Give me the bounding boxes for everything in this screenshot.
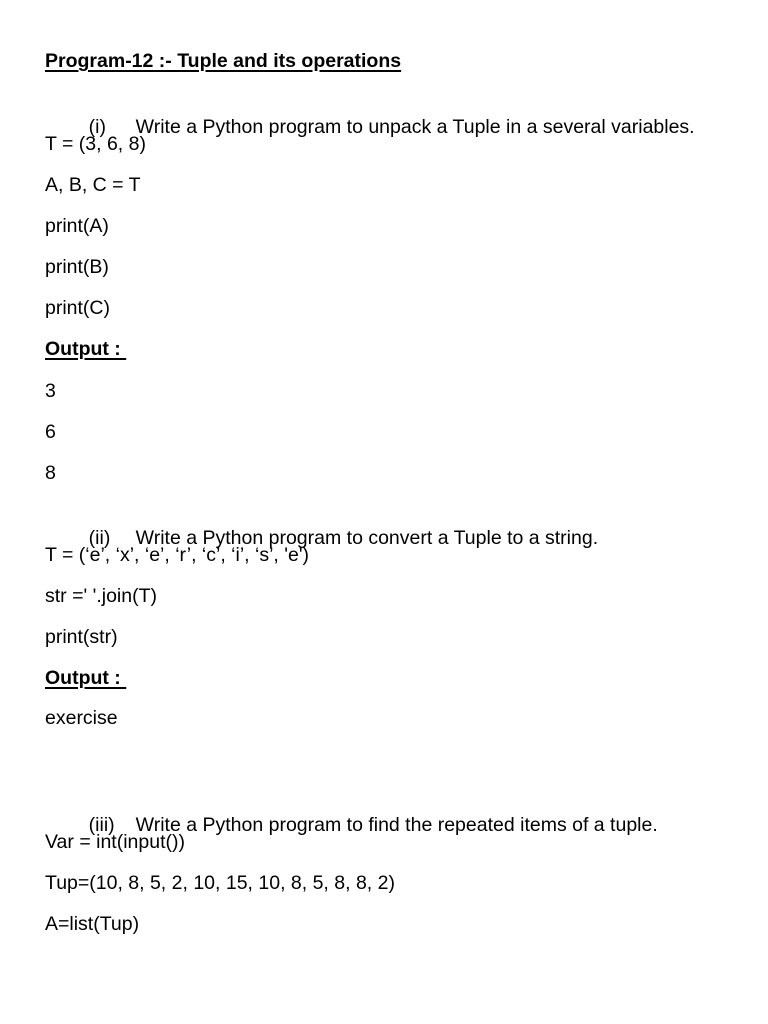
output-label: Output :	[45, 667, 127, 689]
code-line: print(str)	[45, 626, 118, 648]
question-3-number: (iii)	[88, 814, 115, 836]
code-line: Tup=(10, 8, 5, 2, 10, 15, 10, 8, 5, 8, 8, 2)	[45, 872, 395, 894]
code-line: print(A)	[45, 215, 109, 237]
output-line: 8	[45, 462, 56, 484]
question-2-text: Write a Python program to convert a Tuple to a string.	[135, 527, 599, 549]
code-line: T = (3, 6, 8)	[45, 133, 146, 155]
output-line: exercise	[45, 707, 118, 729]
output-line: 3	[45, 380, 56, 402]
question-2-number: (ii)	[88, 527, 111, 549]
code-line: print(B)	[45, 256, 109, 278]
code-line: A=list(Tup)	[45, 913, 140, 935]
code-line: A, B, C = T	[45, 174, 141, 196]
output-label: Output :	[45, 338, 127, 360]
question-1-number: (i)	[88, 116, 106, 138]
code-line: Var = int(input())	[45, 831, 185, 853]
code-line: print(C)	[45, 297, 111, 319]
code-line: T = (‘e’, ‘x’, ‘e’, ‘r’, ‘c’, ‘i’, ‘s’, 'e')	[45, 544, 310, 566]
question-3-text: Write a Python program to find the repeated items of a tuple.	[135, 814, 658, 836]
question-1-text: Write a Python program to unpack a Tuple in a several variables.	[135, 116, 695, 138]
output-line: 6	[45, 421, 56, 443]
code-line: str =' '.join(T)	[45, 585, 158, 607]
question-1	[67, 91, 695, 163]
program-title: Program-12 :- Tuple and its operations	[45, 50, 402, 72]
